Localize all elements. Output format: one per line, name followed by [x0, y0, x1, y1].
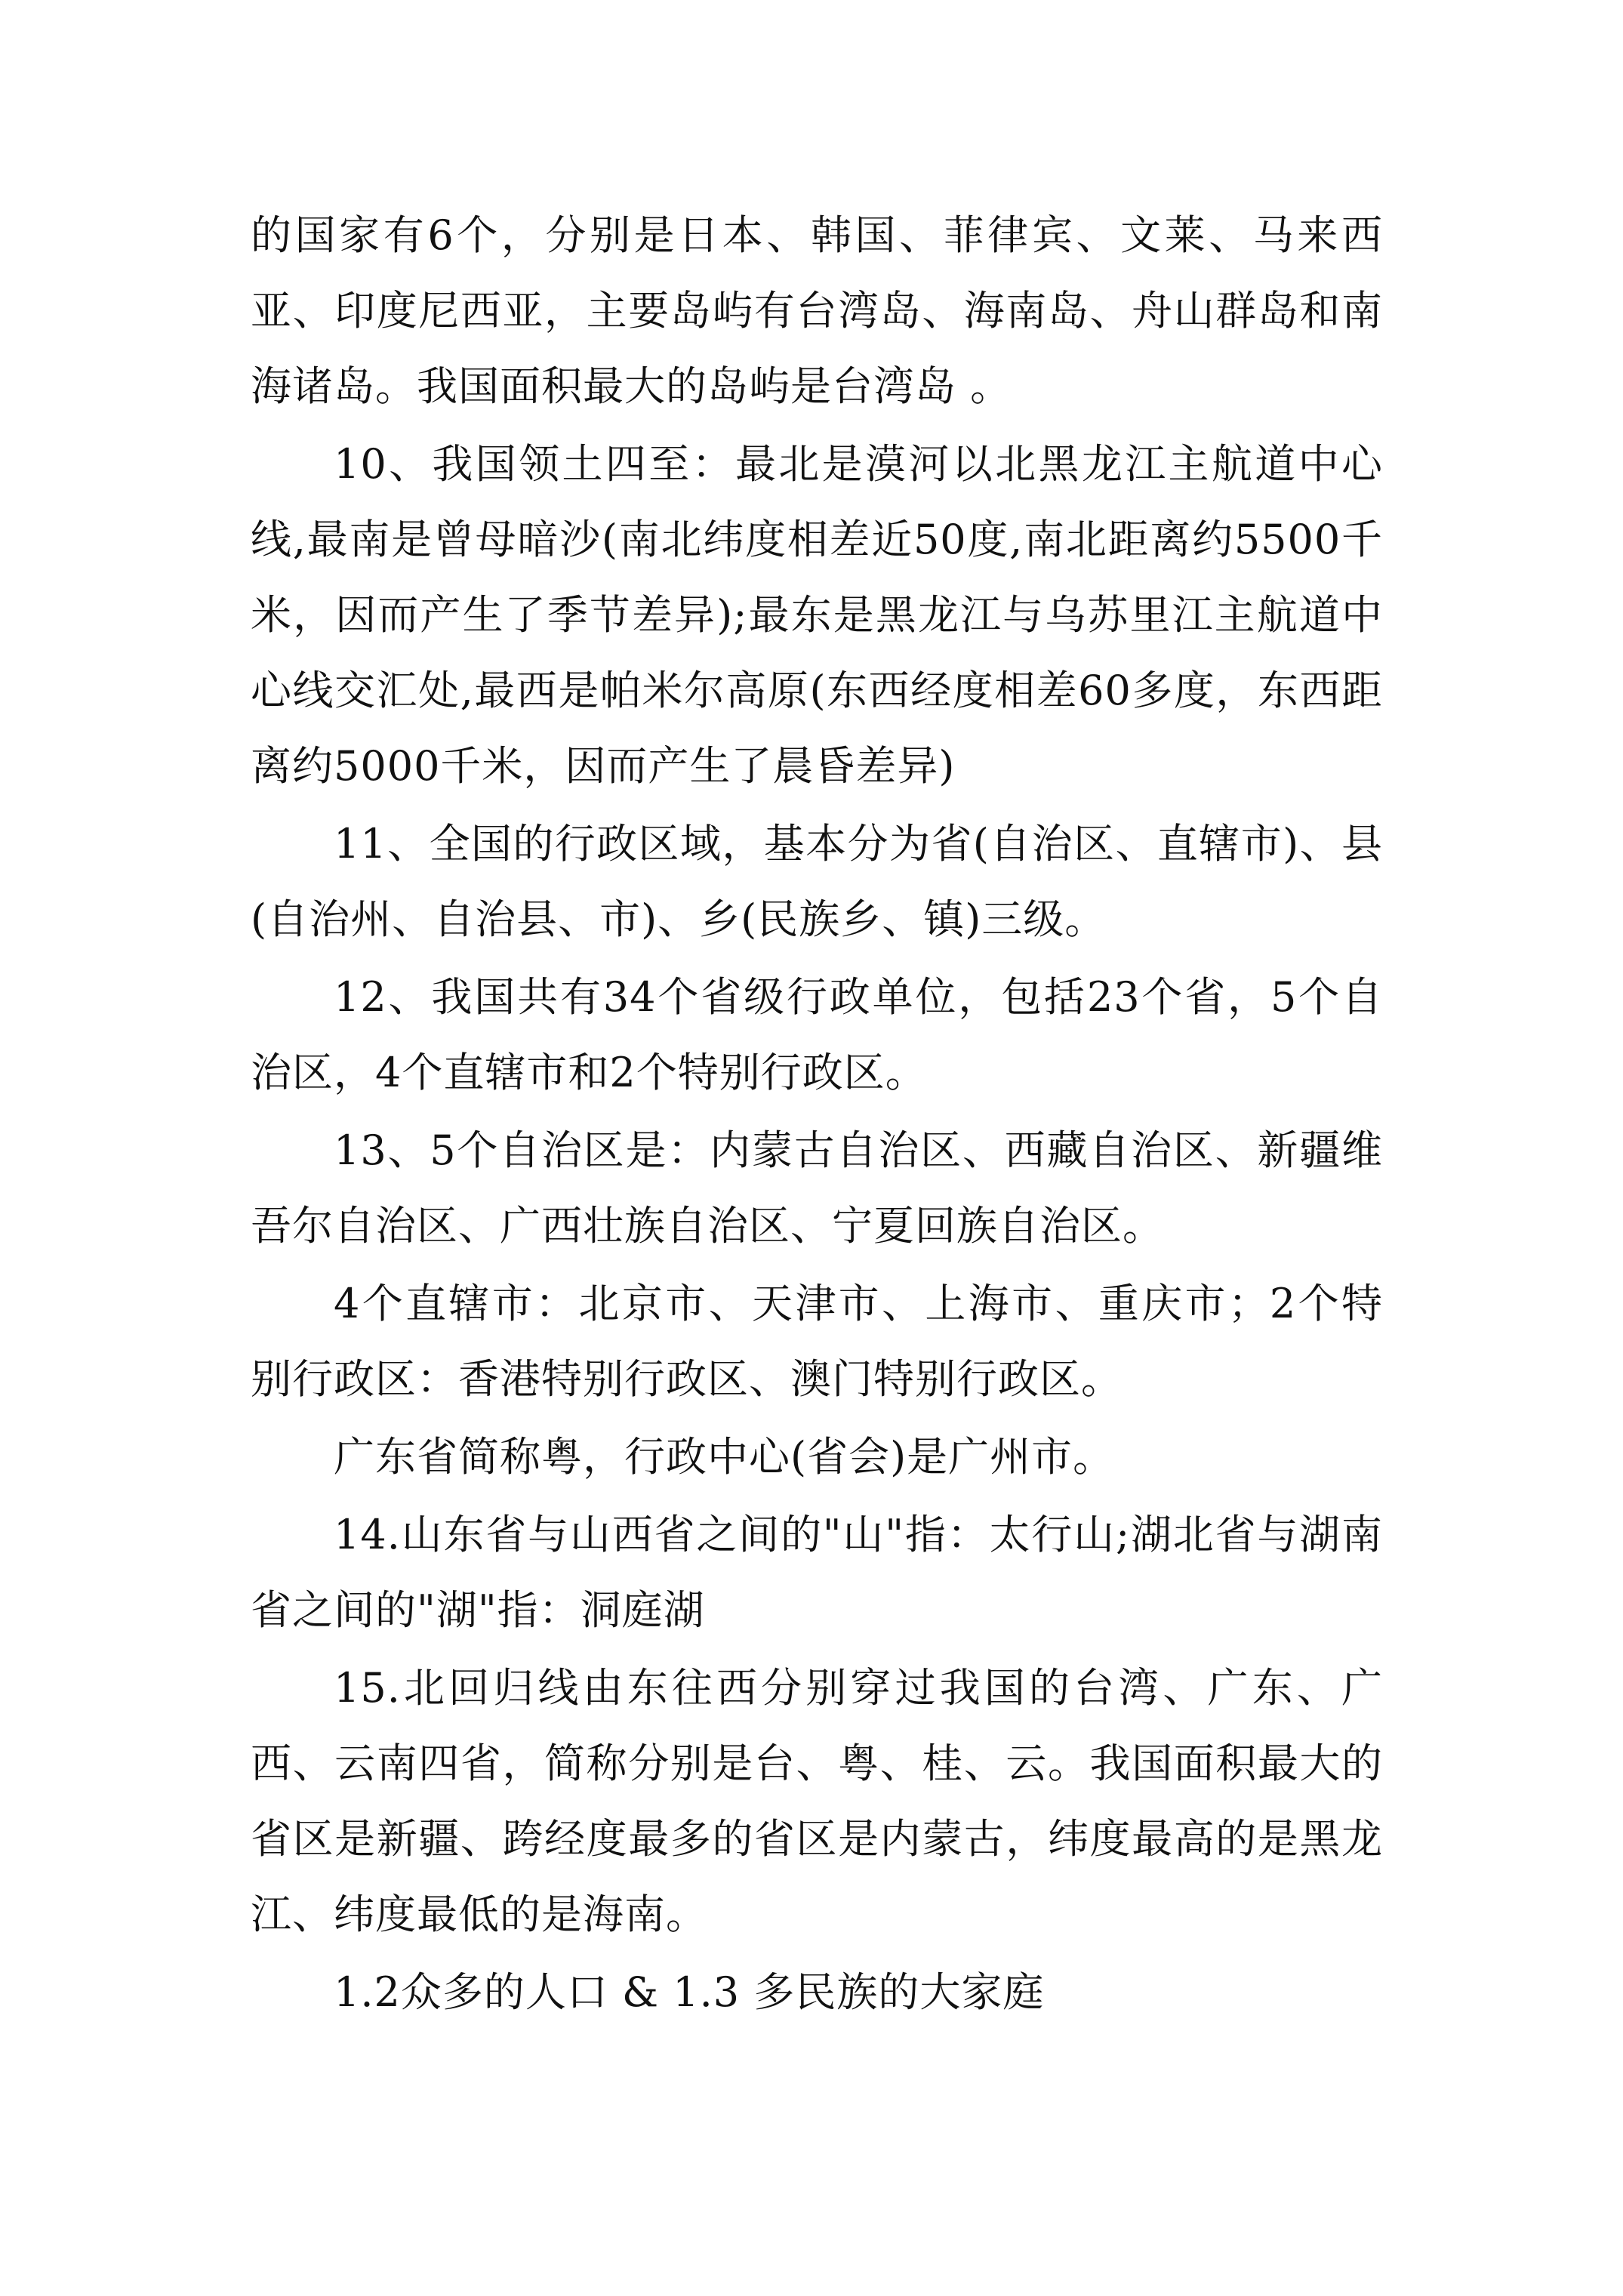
section-heading-population: 1.2众多的人口 & 1.3 多民族的大家庭 [334, 1968, 1045, 2016]
paragraph-municipalities: 4个直辖市：北京市、天津市、上海市、重庆市；2个特别行政区：香港特别行政区、澳门特别行政区。 [251, 1280, 1383, 1403]
paragraph-mountain-lake: 14.山东省与山西省之间的"山"指：太行山;湖北省与湖南省之间的"湖"指：洞庭湖 [251, 1511, 1383, 1634]
paragraph-territory-extremes: 10、我国领土四至：最北是漠河以北黑龙江主航道中心线,最南是曾母暗沙(南北纬度相差近50度,南北距离约5500千米，因而产生了季节差异);最东是黑龙江与乌苏里江主航道中心线交汇处,最西是帕米尔高原(东西经度相差60多度，东西距离约5000千米，因而产生了晨昏差异) [251, 440, 1383, 790]
paragraph-provincial-units: 12、我国共有34个省级行政单位，包括23个省，5个自治区，4个直辖市和2个特别行政区。 [251, 973, 1383, 1096]
paragraph-tropic-of-cancer: 15.北回归线由东往西分别穿过我国的台湾、广东、广西、云南四省，简称分别是台、粤、桂、云。我国面积最大的省区是新疆、跨经度最多的省区是内蒙古，纬度最高的是黑龙江、纬度最低的是海南。 [251, 1664, 1383, 1938]
paragraph-administrative-levels: 11、全国的行政区域，基本分为省(自治区、直辖市)、县(自治州、自治县、市)、乡(民族乡、镇)三级。 [251, 820, 1383, 943]
paragraph-autonomous-regions: 13、5个自治区是：内蒙古自治区、西藏自治区、新疆维吾尔自治区、广西壮族自治区、宁夏回族自治区。 [251, 1126, 1383, 1250]
paragraph-islands: 的国家有6个，分别是日本、韩国、菲律宾、文莱、马来西亚、印度尼西亚，主要岛屿有台湾岛、海南岛、舟山群岛和南海诸岛。我国面积最大的岛屿是台湾岛 。 [251, 211, 1383, 410]
paragraph-guangdong: 广东省简称粤，行政中心(省会)是广州市。 [334, 1433, 1115, 1481]
document-body [251, 198, 1383, 2032]
